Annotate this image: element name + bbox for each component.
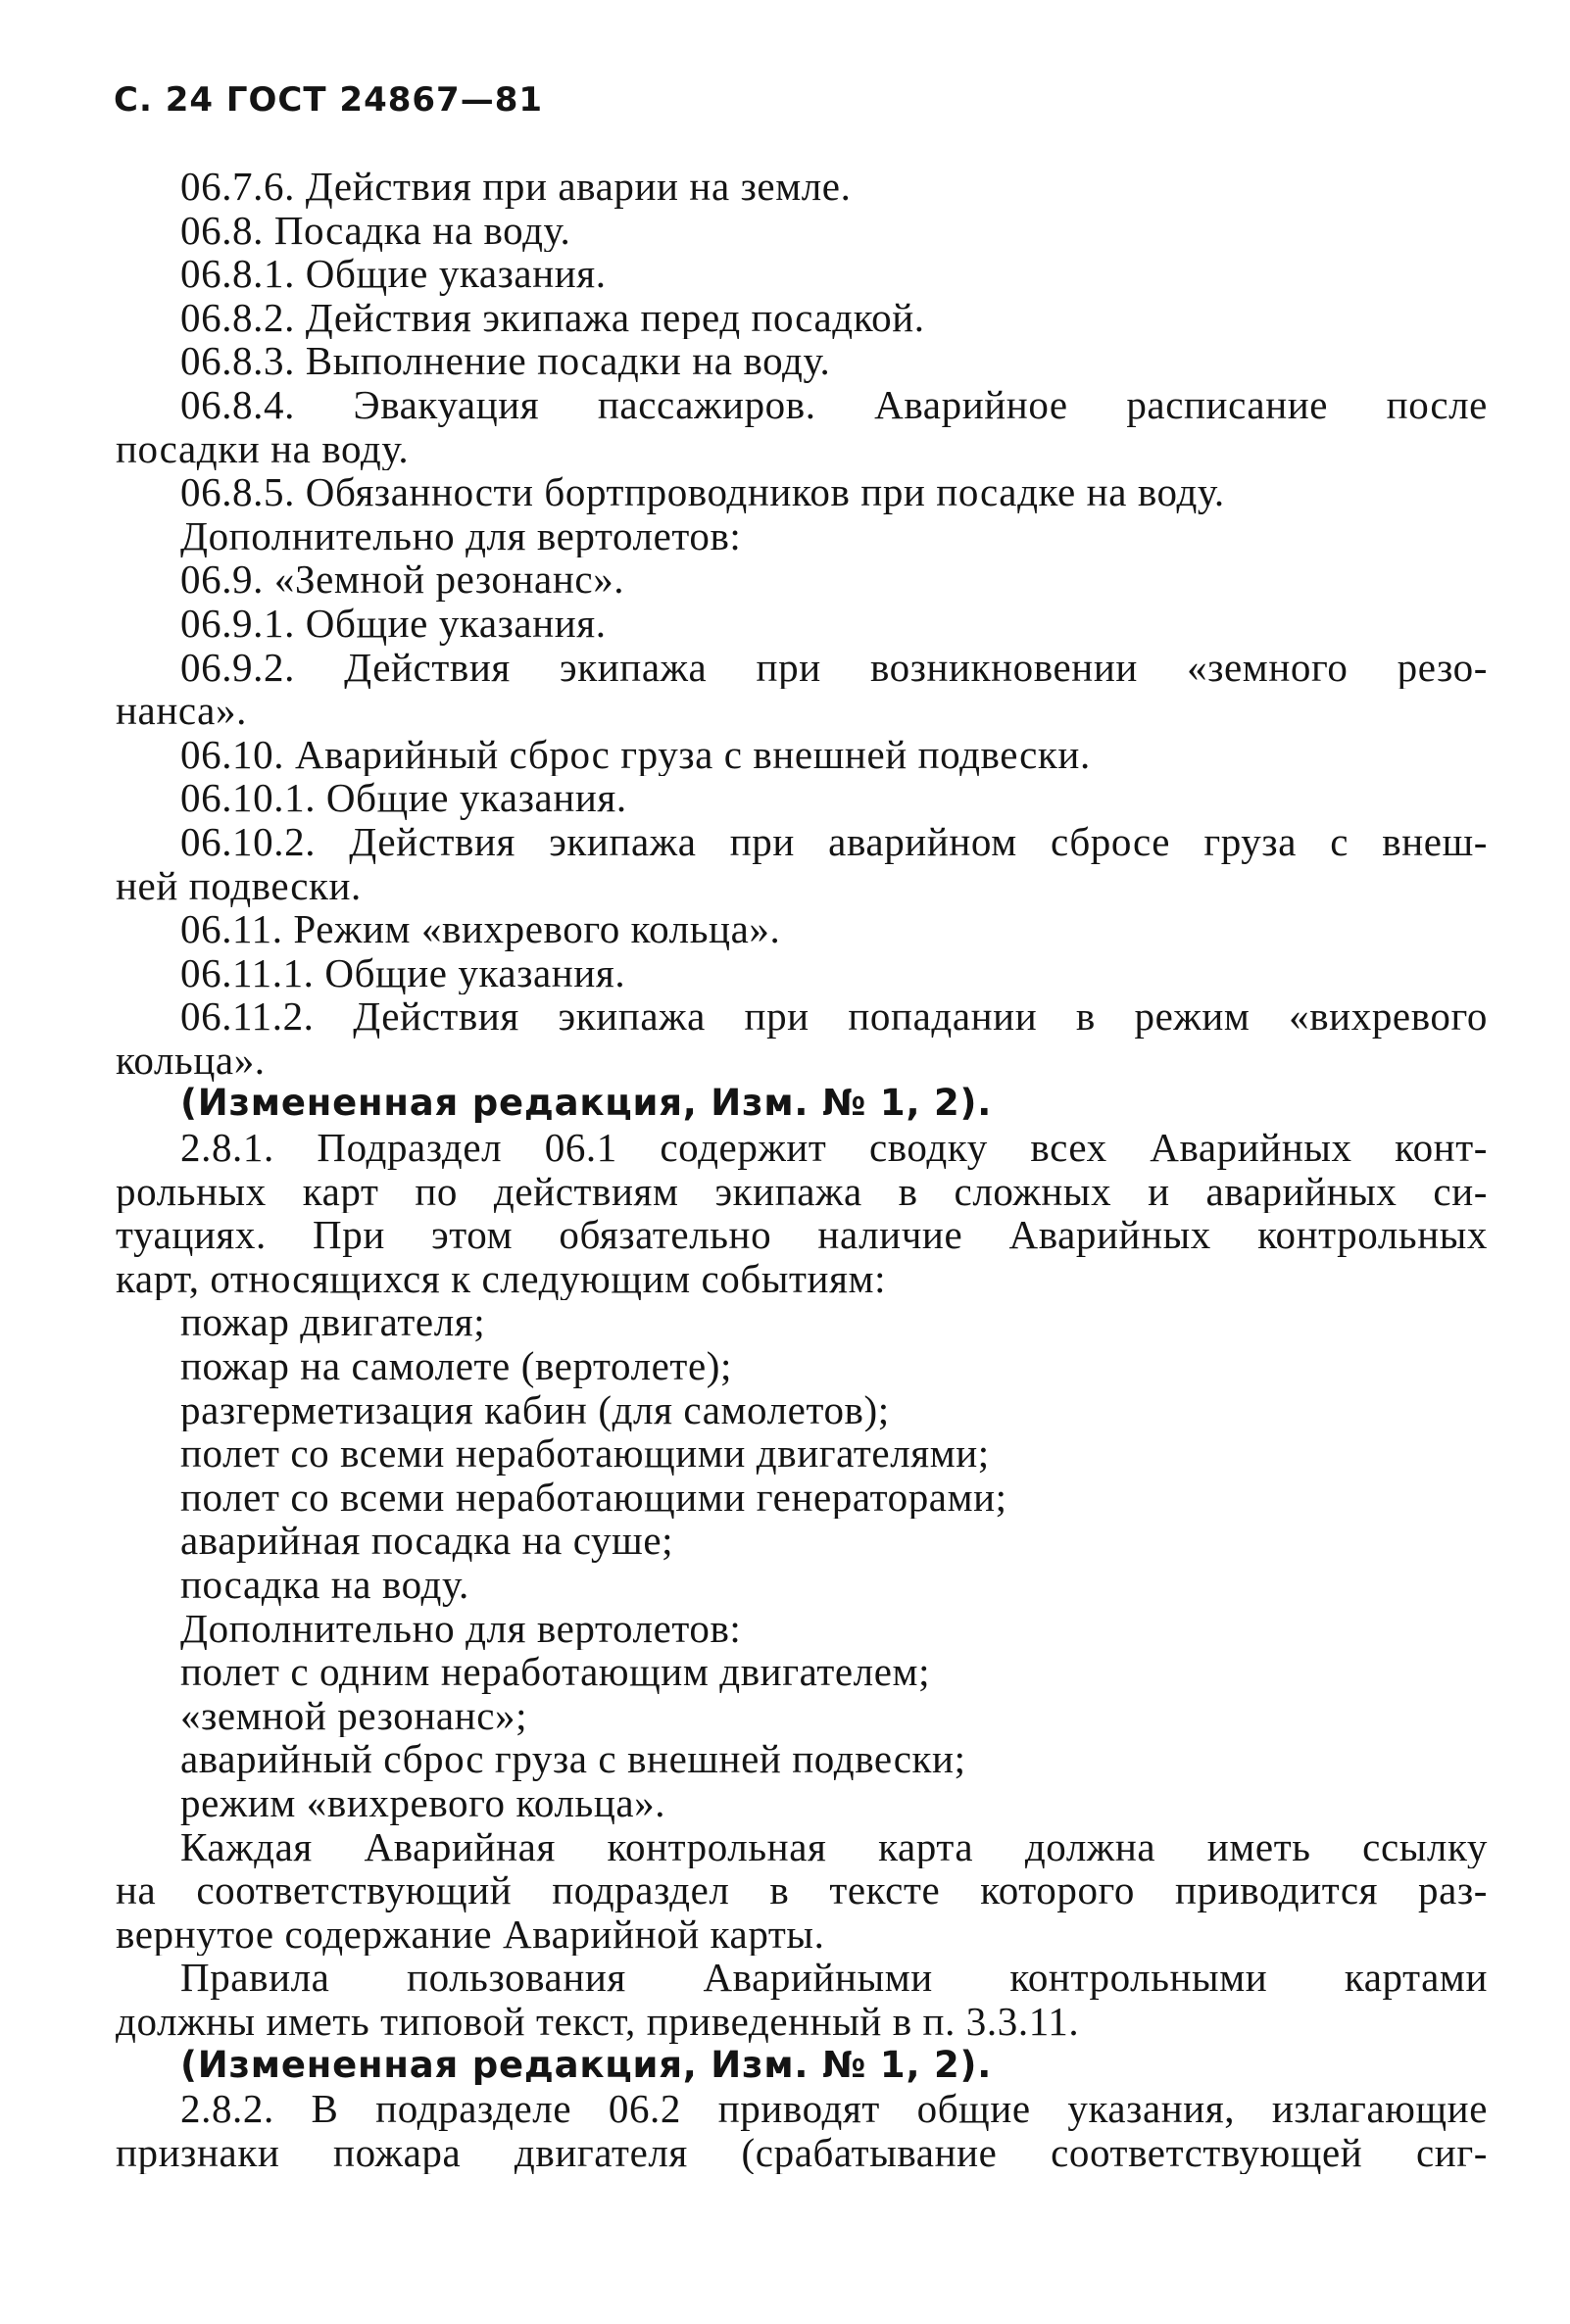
amendment-note: (Измененная редакция, Изм. № 1, 2). bbox=[180, 2043, 993, 2086]
text-line: Каждая Аварийная контрольная карта должна иметь ссылку bbox=[180, 1824, 1488, 1869]
text-line: 2.8.1. Подраздел 06.1 содержит сводку всех Аварийных конт- bbox=[180, 1126, 1488, 1170]
text-line: 06.10.1. Общие указания. bbox=[180, 776, 627, 820]
page-header: С. 24 ГОСТ 24867—81 bbox=[114, 80, 544, 120]
text-line: разгерметизация кабин (для самолетов); bbox=[180, 1387, 890, 1432]
text-line: 06.8.4. Эвакуация пассажиров. Аварийное расписание после bbox=[180, 382, 1488, 427]
text-line: 06.11.1. Общие указания. bbox=[180, 950, 626, 995]
text-line: полет со всеми неработающими двигателями; bbox=[180, 1431, 990, 1476]
text-line: 06.7.6. Действия при аварии на земле. bbox=[180, 165, 852, 209]
text-line: 06.9.2. Действия экипажа при возникновении «земного резо- bbox=[180, 645, 1488, 690]
text-line: должны иметь типовой текст, приведенный в п. 3.3.11. bbox=[116, 1999, 1080, 2044]
text-line: пожар двигателя; bbox=[180, 1300, 486, 1345]
text-line: полет с одним неработающим двигателем; bbox=[180, 1650, 931, 1694]
text-line: 06.11. Режим «вихревого кольца». bbox=[180, 907, 781, 951]
text-line: 06.8.3. Выполнение посадки на воду. bbox=[180, 339, 831, 383]
text-line: 2.8.2. В подразделе 06.2 приводят общие указания, излагающие bbox=[180, 2087, 1488, 2131]
text-line: 06.8.5. Обязанности бортпроводников при посадке на воду. bbox=[180, 470, 1225, 514]
text-line: ней подвески. bbox=[116, 863, 362, 908]
text-line: посадки на воду. bbox=[116, 426, 410, 471]
text-line: 06.9. «Земной резонанс». bbox=[180, 557, 625, 602]
text-line: Правила пользования Аварийными контрольными картами bbox=[180, 1956, 1488, 2000]
text-line: 06.8.1. Общие указания. bbox=[180, 252, 607, 296]
document-body bbox=[116, 165, 1488, 2174]
text-line: нанса». bbox=[116, 689, 247, 733]
text-line: полет со всеми неработающими генераторами; bbox=[180, 1475, 1007, 1520]
text-line: режим «вихревого кольца». bbox=[180, 1780, 666, 1825]
text-line: признаки пожара двигателя (срабатывание соответствующей сиг- bbox=[116, 2130, 1488, 2175]
amendment-note: (Измененная редакция, Изм. № 1, 2). bbox=[180, 1082, 993, 1125]
text-line: 06.10.2. Действия экипажа при аварийном сбросе груза с внеш- bbox=[180, 819, 1488, 864]
text-line: 06.8.2. Действия экипажа перед посадкой. bbox=[180, 295, 925, 340]
text-line: туациях. При этом обязательно наличие Аварийных контрольных bbox=[116, 1213, 1488, 1257]
text-line: «земной резонанс»; bbox=[180, 1693, 528, 1738]
text-line: аварийный сброс груза с внешней подвески; bbox=[180, 1737, 966, 1781]
text-line: 06.9.1. Общие указания. bbox=[180, 601, 607, 646]
text-line: 06.10. Аварийный сброс груза с внешней подвески. bbox=[180, 732, 1091, 777]
text-line: рольных карт по действиям экипажа в сложных и аварийных си- bbox=[116, 1169, 1488, 1214]
text-line: карт, относящихся к следующим событиям: bbox=[116, 1256, 887, 1301]
text-line: аварийная посадка на суше; bbox=[180, 1519, 674, 1563]
text-line: вернутое содержание Аварийной карты. bbox=[116, 1912, 825, 1957]
text-line: пожар на самолете (вертолете); bbox=[180, 1344, 732, 1388]
text-line: Дополнительно для вертолетов: bbox=[180, 513, 742, 558]
text-line: на соответствующий подраздел в тексте которого приводится раз- bbox=[116, 1868, 1488, 1912]
text-line: 06.11.2. Действия экипажа при попадании в режим «вихревого bbox=[180, 994, 1488, 1039]
text-line: 06.8. Посадка на воду. bbox=[180, 208, 571, 253]
text-line: кольца». bbox=[116, 1038, 266, 1083]
text-line: посадка на воду. bbox=[180, 1563, 469, 1607]
text-line: Дополнительно для вертолетов: bbox=[180, 1606, 742, 1651]
